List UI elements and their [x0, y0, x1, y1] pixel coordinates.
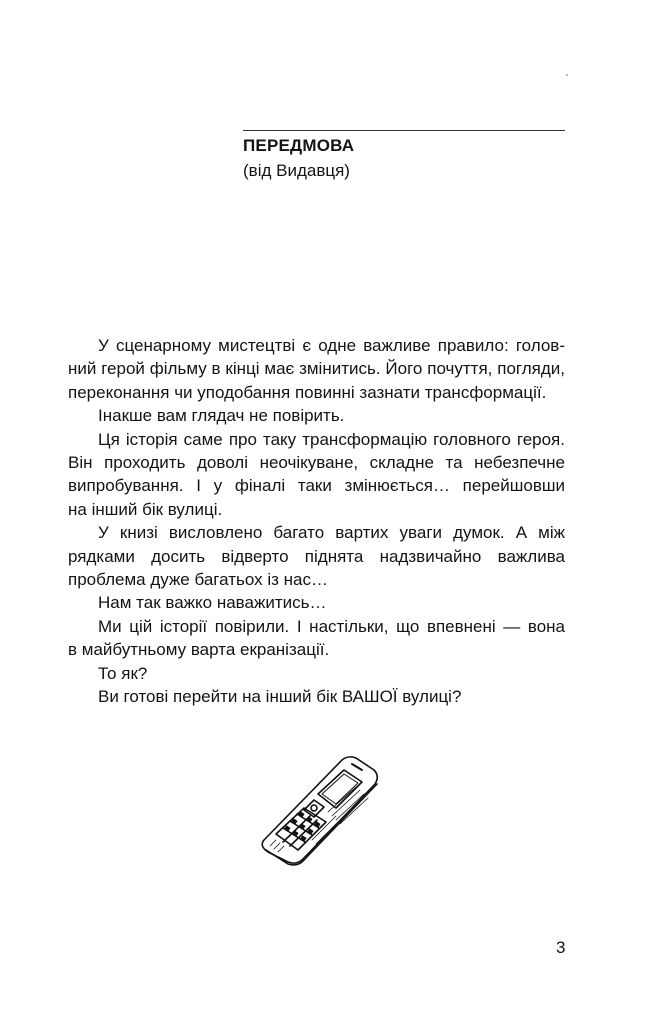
text-line: рядками досить відверто піднята надзвичайно важлива	[68, 546, 565, 566]
page-subtitle: (від Видавця)	[243, 161, 350, 180]
paragraph	[68, 521, 565, 591]
preface-body	[68, 334, 565, 709]
text-line: ний герой фільму в кінці має змінитись. Його почуття, погляди,	[68, 359, 565, 379]
text-line: випробування. І у фіналі таки змінюється… перейшовши	[68, 476, 565, 496]
text-line: То як?	[98, 663, 148, 683]
paragraph	[68, 334, 565, 404]
page-number: 3	[556, 938, 566, 957]
paragraph	[68, 591, 565, 614]
text-line: Ви готові перейти на інший бік ВАШОЇ вулиці?	[98, 687, 462, 707]
text-line: Інакше вам глядач не повірить.	[98, 406, 345, 426]
text-line: Ми цій історії повірили. І настільки, що впевнені — вона	[98, 616, 565, 636]
text-line: Нам так важко наважитись…	[98, 593, 327, 613]
paragraph	[68, 404, 565, 427]
paragraph	[68, 685, 565, 708]
page-title: ПЕРЕДМОВА	[243, 136, 355, 155]
text-line: У книзі висловлено багато вартих уваги думок. А між	[98, 523, 565, 543]
text-line: проблема дуже багатьох із нас…	[68, 570, 328, 590]
paragraph	[68, 615, 565, 662]
text-line: Він проходить доволі неочікуване, складне та небезпечне	[68, 453, 565, 473]
text-line: в майбутньому варта екранізації.	[68, 640, 330, 660]
paragraph	[68, 662, 565, 685]
heading-rule	[243, 130, 565, 131]
text-line: на інший бік вулиці.	[68, 499, 223, 519]
text-line: У сценарному мистецтві є одне важливе правило: голов-	[98, 336, 565, 355]
scan-speck	[566, 74, 568, 76]
text-line: переконання чи уподобання повинні зазнати трансформації.	[68, 382, 547, 402]
text-line: Ця історія саме про таку трансформацію головного героя.	[98, 429, 565, 449]
paragraph	[68, 428, 565, 522]
mobile-phone-icon	[256, 754, 382, 866]
